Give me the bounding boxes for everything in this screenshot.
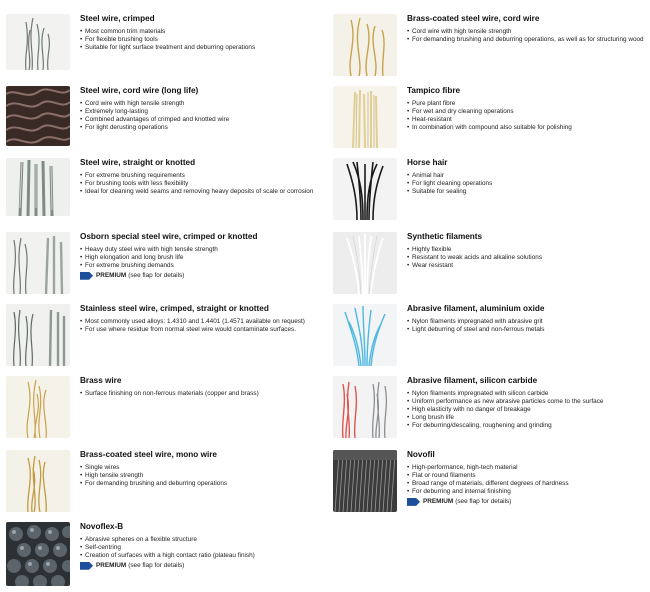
product-title: Steel wire, crimped [80, 14, 155, 23]
bullet: • Long brush life [407, 414, 647, 422]
premium-label: PREMIUM [423, 498, 454, 506]
knotted-steel-wire-image [6, 158, 70, 216]
bullet: • Uniform performance as new abrasive particles come to the surface [407, 398, 647, 406]
bullet: • For flexible brushing tools [80, 36, 324, 44]
premium-badge [80, 561, 324, 570]
bullet: • Resistant to weak acids and alkaline solutions [407, 254, 647, 262]
product-title: Synthetic filaments [407, 232, 483, 241]
bullet: • Most commonly used alloys: 1.4310 and 1.4401 (1.4571 available on request) [80, 318, 324, 326]
horse-hair-image [333, 158, 397, 220]
silicon-carbide-filament-image [333, 376, 397, 438]
arrow-right-icon [407, 498, 420, 506]
product-title: Stainless steel wire, crimped, straight or knotted [80, 304, 269, 313]
bullet: • For extreme brushing requirements [80, 172, 324, 180]
aluminium-oxide-filament-image [333, 304, 397, 366]
crimped-steel-wire-image [6, 14, 70, 70]
bullet: • Single wires [80, 464, 324, 472]
product-title: Novofil [407, 450, 435, 459]
bullet: • For demanding brushing and deburring operations [80, 480, 324, 488]
bullet: • Cord wire with high tensile strength [407, 28, 647, 36]
premium-note: (see flap for details) [128, 272, 185, 280]
novofil-image [333, 450, 397, 512]
bullet: • For deburring and internal finishing [407, 488, 647, 496]
product-title: Osborn special steel wire, crimped or knotted [80, 232, 258, 241]
premium-badge [80, 271, 324, 280]
bullet: • Flat or round filaments [407, 472, 647, 480]
brass-coated-mono-wire-image [6, 450, 70, 512]
arrow-right-icon [80, 272, 93, 280]
bullet: • Extremely long-lasting [80, 108, 324, 116]
bullet: • Surface finishing on non-ferrous materials (copper and brass) [80, 390, 324, 398]
product-title: Steel wire, straight or knotted [80, 158, 196, 167]
bullet: • Cord wire with high tensile strength [80, 100, 324, 108]
bullet: • Nylon filaments impregnated with silicon carbide [407, 390, 647, 398]
premium-label: PREMIUM [96, 562, 127, 570]
product-title: Brass wire [80, 376, 122, 385]
bullet: • For wet and dry cleaning operations [407, 108, 647, 116]
premium-note: (see flap for details) [455, 498, 512, 506]
bullet: • For brushing tools with less flexibility [80, 180, 324, 188]
synthetic-filaments-image [333, 232, 397, 294]
arrow-right-icon [80, 562, 93, 570]
bullet: • For use where residue from normal steel wire would contaminate surfaces. [80, 326, 324, 334]
bullet: • Animal hair [407, 172, 647, 180]
bullet: • Pure plant fibre [407, 100, 647, 108]
premium-note: (see flap for details) [128, 562, 185, 570]
bullet: • For extreme brushing demands [80, 262, 324, 270]
bullet: • High tensile strength [80, 472, 324, 480]
product-title: Horse hair [407, 158, 448, 167]
bullet: • Self-centring [80, 544, 324, 552]
product-title: Brass-coated steel wire, mono wire [80, 450, 217, 459]
brass-wire-image [6, 376, 70, 438]
product-title: Tampico fibre [407, 86, 461, 95]
bullet: • Highly flexible [407, 246, 647, 254]
bullet: • Suitable for sealing [407, 188, 647, 196]
bullet: • For light cleaning operations [407, 180, 647, 188]
product-title: Novoflex-B [80, 522, 124, 531]
bullet: • Heat-resistant [407, 116, 647, 124]
bullet: • In combination with compound also suitable for polishing [407, 124, 647, 132]
bullet: • Light deburring of steel and non-ferrous metals [407, 326, 647, 334]
tampico-fibre-image [333, 86, 397, 148]
stainless-steel-wire-image [6, 304, 70, 366]
brass-coated-cord-wire-image [333, 14, 397, 76]
premium-badge [407, 497, 647, 506]
bullet: • Abrasive spheres on a flexible structure [80, 536, 324, 544]
bullet: • For light derusting operations [80, 124, 324, 132]
premium-label: PREMIUM [96, 272, 127, 280]
bullet: • Most common trim materials [80, 28, 324, 36]
cord-wire-long-life-image [6, 86, 70, 146]
product-title: Abrasive filament, aluminium oxide [407, 304, 545, 313]
product-title: Abrasive filament, silicon carbide [407, 376, 538, 385]
bullet: • High elongation and long brush life [80, 254, 324, 262]
osborn-special-steel-wire-image [6, 232, 70, 294]
product-title: Brass-coated steel wire, cord wire [407, 14, 540, 23]
bullet: • For demanding brushing and deburring operations, as well as for structuring wood [407, 36, 647, 44]
bullet: • For deburring/descaling, roughening and grinding [407, 422, 647, 430]
bullet: • Ideal for cleaning weld seams and removing heavy deposits of scale or corrosion [80, 188, 324, 196]
bullet: • High elasticity with no danger of breakage [407, 406, 647, 414]
bullet: • Suitable for light surface treatment and deburring operations [80, 44, 324, 52]
bullet: • Heavy duty steel wire with high tensile strength [80, 246, 324, 254]
bullet: • Creation of surfaces with a high contact ratio (plateau finish) [80, 552, 324, 560]
bullet: • Wear resistant [407, 262, 647, 270]
bullet: • Broad range of materials, different degrees of hardness [407, 480, 647, 488]
product-title: Steel wire, cord wire (long life) [80, 86, 199, 95]
bullet: • Combined advantages of crimped and knotted wire [80, 116, 324, 124]
bullet: • Nylon filaments impregnated with abrasive grit [407, 318, 647, 326]
bullet: • High-performance, high-tech material [407, 464, 647, 472]
novoflex-spheres-image [6, 522, 70, 586]
